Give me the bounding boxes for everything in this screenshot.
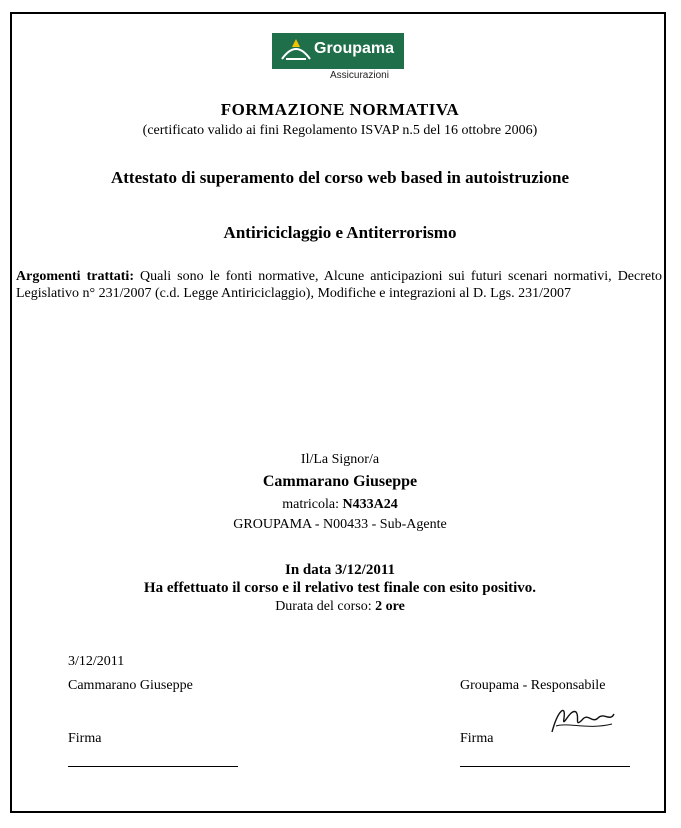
person-name: Cammarano Giuseppe xyxy=(262,473,418,490)
logo-box xyxy=(272,33,404,69)
logo-brand: Groupama xyxy=(314,40,395,57)
footer-date: 3/12/2011 xyxy=(68,654,125,669)
arguments-label: Argomenti trattati: xyxy=(16,269,134,284)
duration-line xyxy=(12,599,668,615)
left-signature-line xyxy=(68,766,238,767)
right-signature-line xyxy=(460,766,630,767)
date-line: In data 3/12/2011 xyxy=(284,562,396,578)
outcome-line: Ha effettuato il corso e il relativo test finale con esito positivo. xyxy=(143,580,537,596)
logo-subtitle: Assicurazioni xyxy=(330,70,389,81)
matricola-value: N433A24 xyxy=(342,497,398,512)
agency-line: GROUPAMA - N00433 - Sub-Agente xyxy=(233,517,447,532)
arguments-text: Quali sono le fonti normative, Alcune anticipazioni sui futuri scenari normativi, Decreto Legislativo n° 231/2007 (c.d. Legge Antiriciclaggio), Modifiche e integrazioni al D. Lgs. 231/2007 xyxy=(16,269,662,301)
right-sign-label: Firma xyxy=(460,731,494,746)
logo-emblem-icon xyxy=(278,33,314,69)
person-intro: Il/La Signor/a xyxy=(300,452,380,467)
duration-value: 2 ore xyxy=(375,599,405,614)
matricola-line xyxy=(12,497,668,513)
matricola-label: matricola: xyxy=(282,497,343,512)
course-name: Antiriciclaggio e Antiterrorismo xyxy=(223,223,457,242)
footer-left-name: Cammarano Giuseppe xyxy=(68,678,193,693)
attestato-heading: Attestato di superamento del corso web based in autoistruzione xyxy=(110,168,570,187)
certificate-title: FORMAZIONE NORMATIVA xyxy=(220,100,460,119)
left-sign-label: Firma xyxy=(68,731,102,746)
groupama-logo xyxy=(272,33,404,81)
footer-right-name: Groupama - Responsabile xyxy=(460,678,606,693)
duration-label: Durata del corso: xyxy=(275,599,376,614)
certificate-subtitle: (certificato valido ai fini Regolamento ISVAP n.5 del 16 ottobre 2006) xyxy=(142,123,538,138)
arguments-paragraph xyxy=(16,268,662,302)
handwritten-signature xyxy=(548,700,618,740)
